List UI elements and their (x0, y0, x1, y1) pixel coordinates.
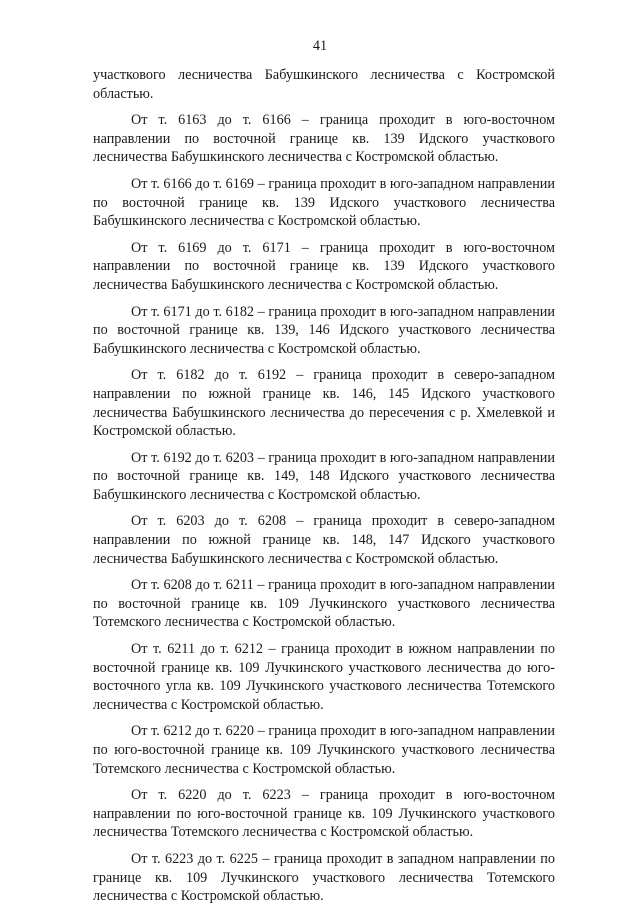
paragraph: От т. 6182 до т. 6192 – граница проходит в северо-западном направлении по южной границе кв. 146, 145 Идского участкового лесничества Бабушкинского лесничества до пересечения с р. Хмелевкой и Костромской областью. (93, 367, 555, 440)
paragraph: От т. 6208 до т. 6211 – граница проходит в юго-западном направлении по восточной границе кв. 109 Лучкинского участкового лесничества Тотемского лесничества с Костромской областью. (93, 577, 555, 631)
paragraph: От т. 6211 до т. 6212 – граница проходит в южном направлении по восточной границе кв. 109 Лучкинского участкового лесничества до юго-восточного угла кв. 109 Лучкинского участкового лесничества Тотемского лесничества с Костромской областью. (93, 641, 555, 713)
paragraph: От т. 6220 до т. 6223 – граница проходит в юго-восточном направлении по юго-восточной границе кв. 109 Лучкинского участкового лесничества Тотемского лесничества с Костромской областью. (93, 787, 555, 841)
paragraph: От т. 6203 до т. 6208 – граница проходит в северо-западном направлении по южной границе кв. 148, 147 Идского участкового лесничества Бабушкинского лесничества с Костромской областью. (93, 513, 555, 567)
paragraph: От т. 6169 до т. 6171 – граница проходит в юго-восточном направлении по восточной границе кв. 139 Идского участкового лесничества Бабушкинского лесничества с Костромской областью. (93, 239, 555, 293)
page-number: 41 (312, 38, 328, 54)
paragraph: От т. 6192 до т. 6203 – граница проходит в юго-западном направлении по восточной границе кв. 149, 148 Идского участкового лесничества Бабушкинского лесничества с Костромской областью. (93, 449, 555, 503)
paragraph: участкового лесничества Бабушкинского лесничества с Костромской областью. (93, 67, 555, 102)
paragraph: От т. 6166 до т. 6169 – граница проходит в юго-западном направлении по восточной границе кв. 139 Идского участкового лесничества Бабушкинского лесничества с Костромской областью. (93, 175, 555, 230)
paragraph: От т. 6163 до т. 6166 – граница проходит в юго-восточном направлении по восточной границе кв. 139 Идского участкового лесничества Бабушкинского лесничества с Костромской областью. (93, 112, 555, 166)
document-body (93, 66, 555, 914)
paragraph: От т. 6223 до т. 6225 – граница проходит в западном направлении по границе кв. 109 Лучкинского участкового лесничества Тотемского лесничества с Костромской областью. (93, 850, 555, 905)
paragraph: От т. 6212 до т. 6220 – граница проходит в юго-западном направлении по юго-восточной границе кв. 109 Лучкинского участкового лесничества Тотемского лесничества с Костромской областью. (93, 723, 555, 777)
paragraph: От т. 6171 до т. 6182 – граница проходит в юго-западном направлении по восточной границе кв. 139, 146 Идского участкового лесничества Бабушкинского лесничества с Костромской областью. (93, 303, 555, 357)
